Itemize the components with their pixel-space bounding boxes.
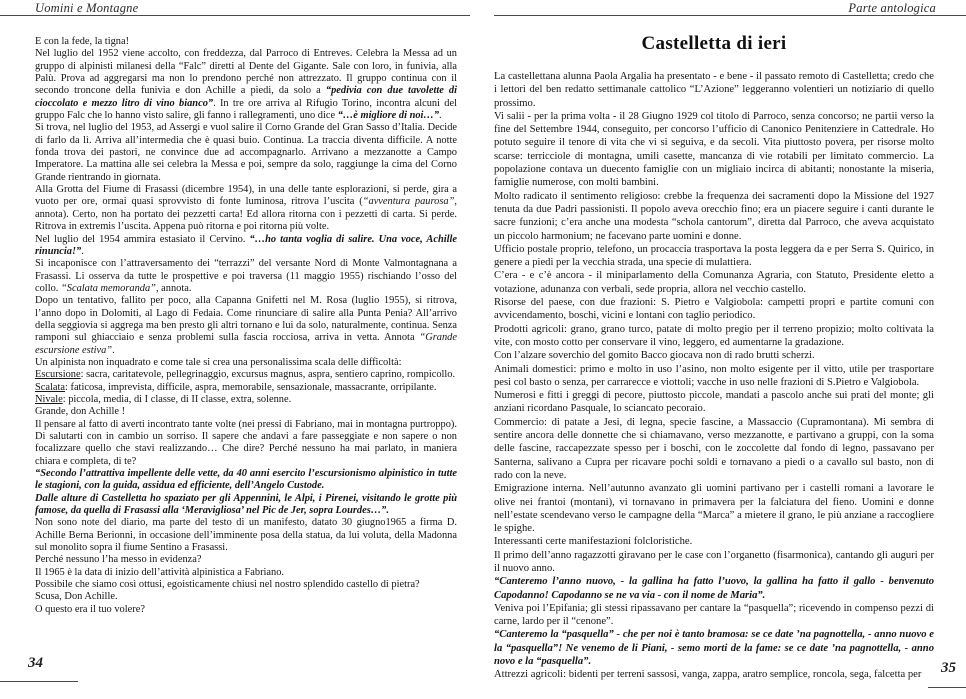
paragraph [35,295,457,357]
paragraph [494,575,934,602]
paragraph [35,369,457,381]
paragraph [35,184,457,233]
quote-text-run: “…ho tanta voglia di salire. Una voce, Achille rinuncia!” [35,233,457,257]
text-run: Possibile che siamo così ottusi, egoisticamente chiusi nel nostro splendido castello di pietra? [35,579,420,591]
text-run: Risorse del paese, con due frazioni: S. Pietro e Valgiobola: campetti propri e partite comuni con avvicendamento, boschi, vicini e lontani con taglio periodico. [494,297,934,322]
footer-rule-right [928,687,966,688]
text-run: Vi salii - per la prima volta - il 28 Giugno 1929 col titolo di Parroco, senza concorso; ne partii verso la fine del Settembre 1944, conseguito, per concorso l’ufficio di Canonico Penitenziere in Cattedrale. Ho potuto seguire il tenore di vita che vi si seguiva, e da secoli. Vita piuttosto povera, per risorse molto scarse: terricciole di montagna, umili casette, mancanza di vie rotabili per limitato commercio. La popolazione contava un duecento famiglie con un migliaio incirca di abitanti; nonostante la miseria, famiglie numerose, con molti bambini. [494,110,934,189]
text-run: Prodotti agricoli: grano, grano turco, patate di molto pregio per il terreno propizio; molto coltivata la vite, con mosto cotto per conservare il vino, leggero, ed aumentarne la gradazione. [494,323,934,348]
text-run: Nel luglio del 1952 viene accolto, con freddezza, dal Parroco di Entreves. Celebra la Messa ad un gruppo di alpinisti milanesi della “Falc” diretti al Dente del Gigante. Sale con loro, in funivia, alla Palù. Prova ad aggregarsi ma non lo prendono perché non attrezzato. Il gruppo continua con il secondo troncone della funivia e don Achille a piedi, da solo a [35,48,457,97]
text-run: Perché nessuno l’ha messo in evidenza? [35,554,202,566]
paragraph [35,122,457,184]
paragraph [35,579,457,591]
quote-text-run: “Secondo l’attrattiva impellente delle vette, da 40 anni esercito l’escursionismo alpinistico in tutte le stagioni, con la guida, assidua ed efficiente, dell’Angelo Custode. [35,468,457,492]
text-run: Si incaponisce con l’attraversamento dei “terrazzi” del versante Nord di Monte Valmontagnana a Frasassi. Li osserva da tutte le prospettive e poi traversa (11 maggio 1955) rischiando l’osso del collo. [35,258,457,294]
text-run: , annota. [155,282,192,294]
footer-rule-left [0,681,78,682]
text-run: Non sono note del diario, ma parte del testo di un manifesto, datato 30 giugno1965 a firma D. Achille Berna Berionni, in occasione dell’imminente posa della statua, da lui voluta, della Madonna sul monolito sopra il fiume Sentino a Frasassi. [35,517,457,554]
text-run: La castellettana alunna Paola Argalia ha presentato - e bene - il passato remoto di Castelletta; credo che i lettori del ben redatto settimanale cattolico “L’Azione” leggeranno volentieri un notiziario di quello prossimo. [494,71,934,109]
paragraph [35,567,457,579]
page-right [479,0,966,699]
paragraph [35,468,457,493]
text-run: Interessanti certe manifestazioni folcloristiche. [494,536,693,548]
paragraph [494,190,934,243]
italic-text-run: “Grande escursione estiva” [35,332,457,356]
paragraph [494,389,934,416]
page-left-body [35,36,457,616]
paragraph [35,382,457,394]
text-run: Con l’alzare soverchio del gomito Bacco giocava non di rado brutti scherzi. [494,350,815,362]
paragraph [494,602,934,629]
paragraph [494,549,934,576]
text-run: Commercio: di patate a Jesi, di legna, specie fascine, a Massaccio (Cupramontana). Mi sembra di sentire ancora delle donnette che si chiamavano, verso mezzanotte, e partivano a gruppi, con la soma delle fascine, raccapezzate spesso per i boschi, con le zoccolette dal fondo di legno, passavano per Santerna, salivano a Cupra per ricavare pochi soldi e tornavano a piedi o a cavallo sul basto, non di rado con la neve. [494,416,934,481]
text-run: . [81,245,84,257]
text-run: : sacra, caritatevole, pellegrinaggio, excursus magnus, aspra, sentiero caprino, rompicollo. [80,369,456,381]
paragraph [494,349,934,362]
paragraph [494,482,934,535]
paragraph [494,535,934,548]
text-run: Animali domestici: primo e molto in uso l’asino, non molto esigente per il vitto, utile per trasportare pesi col basto o senza, per carrarecce e viottoli; vacche in uso nelle frazioni di S.Pietro e Valgiobola. [494,363,934,388]
underlined-text-run: Nivale [35,393,63,405]
text-run: Il primo dell’anno ragazzotti giravano per le case con l’organetto (fisarmonica), cantando gli auguri per il nuovo anno. [494,549,934,574]
paragraph [35,517,457,554]
text-run: Dopo un tentativo, fallito per poco, alla Capanna Gnifetti nel M. Rosa (luglio 1955), si ritrova, l’anno dopo in Dolomiti, al Lago di Fedaia. Come rinunciare di salire alla Punta Penia? All’arrivo della seggiovia si aggrega ma ben presto gli altri tornano e lui da solo, naturalmente, continua. Senza ramponi sul ghiacciaio e senza problemi sulla fascia rocciosa, arriva in vetta. Annota [35,295,457,344]
paragraph [35,234,457,259]
text-run: Il 1965 è la data di inizio dell’attività alpinistica a Fabriano. [35,566,285,578]
header-rule-right [494,15,966,16]
quote-text-run: “pedivia con due tavolette di cioccolato e mezzo litro di vino bianco” [35,85,457,109]
text-run: Veniva poi l’Epifania; gli stessi ripassavano per cantare la “pasquella”; ricevendo in compenso pezzi di carne, lardo per il “cenone”. [494,602,934,628]
quote-text-run: Dalle alture di Castelletta ho spaziato per gli Appennini, le Alpi, i Pirenei, visitando le grotte più famose, da quella di Frasassi alla ‘Meravigliosa’ nel Pic de Jer, sopra Lourdes…”. [35,492,457,517]
paragraph [35,357,457,369]
text-run: Alla Grotta del Fiume di Frasassi (dicembre 1954), in una delle tante esplorazioni, si perde, gira a vuoto per ore, ormai quasi sprovvisto di fonte luminosa, ritrova l’uscita ( [35,184,457,208]
text-run: Grande, don Achille ! [35,406,126,418]
paragraph [35,604,457,616]
running-header-left: Uomini e Montagne [35,1,139,15]
page-left [0,0,479,699]
paragraph [494,628,934,668]
paragraph [494,243,934,270]
header-rule-left [0,15,470,16]
paragraph [35,493,457,518]
text-run: Emigrazione interna. Nell’autunno avanzato gli uomini partivano per i castelli romani a lavorare le olive nei frantoi (montani), vi tornavano in primavera per la falciatura del fieno. Uomini e donne nell’estate scendevano verso le campagne della “Marca” a mietere il grano, le più anziane a raccogliere le spighe. [494,483,934,535]
paragraph [494,323,934,350]
text-run: , annota). Certo, non ha portato dei pezzetti carta! Ed allora ritorna con i pezzetti di carta. Si perde. Ritrova in extremis l’uscita. Appena può ritorna e poi ritorna più volte. [35,196,457,233]
text-run: . [112,344,115,356]
text-run: Attrezzi agricoli: bidenti per terreni sassosi, vanga, zappa, aratro semplice, roncola, sega, falcetta per [494,669,922,681]
page-right-body [494,70,934,682]
text-run: Ufficio postale proprio, telefono, un procaccia trasportava la posta leggera da e per Serra S. Quirico, in genere a piedi per la vecchia strada, una specie di mulattiera. [494,243,934,269]
text-run: Numerosi e fitti i greggi di pecore, piuttosto piccole, mandati a pascolo anche sui prati del monte; gli anziani ricordano Pasquale, lo sciancato pecoraio. [494,390,934,415]
paragraph [494,296,934,323]
quote-text-run: “Canteremo la “pasquella” - che per noi è tanto bramosa: se ce date ’na pagnottella, - anno nuovo e la “pasquella”! Ne venemo de li Piani, - semo morti de la fame: se ce date ’na pagnottella, - anno novo e la “pasquella”. [494,629,934,668]
paragraph [35,591,457,603]
quote-text-run: “…è migliore di noi…” [337,110,440,122]
text-run: : piccola, media, di I classe, di II classe, extra, solenne. [62,393,292,405]
running-header-right: Parte antologica [848,1,936,15]
text-run: Scusa, Don Achille. [35,591,118,603]
paragraph [35,394,457,406]
underlined-text-run: Scalata [35,381,65,393]
text-run: : faticosa, imprevista, difficile, aspra, memorabile, sensazionale, massacrante, orripilante. [65,381,437,393]
text-run: O questo era il tuo volere? [35,603,145,615]
italic-text-run: “avventura paurosa” [362,196,455,208]
paragraph [35,48,457,122]
article-title: Castelletta di ieri [641,33,787,54]
italic-text-run: “Scalata memoranda” [60,282,156,294]
page-number-left: 34 [28,655,43,671]
text-run: . [439,110,442,122]
paragraph [494,110,934,190]
quote-text-run: “Canteremo l’anno nuovo, - la gallina ha fatto l’uovo, la gallina ha fatto il gallo - benvenuto Capodanno! Capodanno se ne va via - con il nome de Maria”. [494,576,934,601]
paragraph [494,269,934,296]
paragraph [35,258,457,295]
paragraph [494,70,934,110]
paragraph [35,406,457,418]
text-run: Molto radicato il sentimento religioso: crebbe la frequenza dei sacramenti dopo la Missione del 1927 tenuta da due Padri passionisti. Il popolo aveva orecchio fino; era un piacere seguire i canti durante le sacre funzioni; c’era anche una modesta “schola cantorum”, diretta dal Parroco, che aveva acquistato un piccolo harmonium; ne facevano parte uomini e donne. [494,190,934,242]
text-run: . In tre ore arriva al Rifugio Torino, incontra alcuni del gruppo Falc che lo hanno visto salire, gli fanno i rallegramenti, uno dice [35,97,457,122]
paragraph [494,363,934,390]
paragraph [494,668,934,681]
page-number-right: 35 [941,660,956,676]
text-run: Nel luglio del 1954 ammira estasiato il Cervino. [35,233,250,245]
paragraph [494,416,934,482]
text-run: Si trova, nel luglio del 1953, ad Assergi e vuol salire il Corno Grande del Gran Sasso d’Italia. Decide di farlo da lì. Arriva all’intermedia che è quasi buio. Continua. La traccia diventa difficile. A notte fonda trova dei pastori, ne convince due ad accompagnarlo. Arrivano a mezzanotte a Campo Imperatore. La mattina alle sei celebra la Messa e poi, sempre da solo, raggiunge la cima del Corno Grande rientrando in giornata. [35,122,457,183]
paragraph [35,419,457,468]
text-run: Un alpinista non inquadrato e come tale si crea una personalissima scala delle difficoltà: [35,356,402,368]
text-run: Il pensare al fatto di averti incontrato tante volte (nei pressi di Fabriano, mai in montagna purtroppo). Di salutarti con in cambio un sorriso. Il sapere che andavi a fare passeggiate e non sapere o non focalizzare quello che stavi realizzando… Che dire? Perché nessuno ha mai parlato, in maniera chiara e completa, di te? [35,418,457,467]
text-run: E con la fede, la tigna! [35,36,130,47]
paragraph [35,554,457,566]
underlined-text-run: Escursione [35,369,81,381]
text-run: C’era - e c’è ancora - il miniparlamento della Comunanza Agraria, con Statuto, Presidente eletto a votazione, adunanza con verbali, sede propria, allora nel vecchio castello. [494,270,934,295]
paragraph [35,36,457,48]
